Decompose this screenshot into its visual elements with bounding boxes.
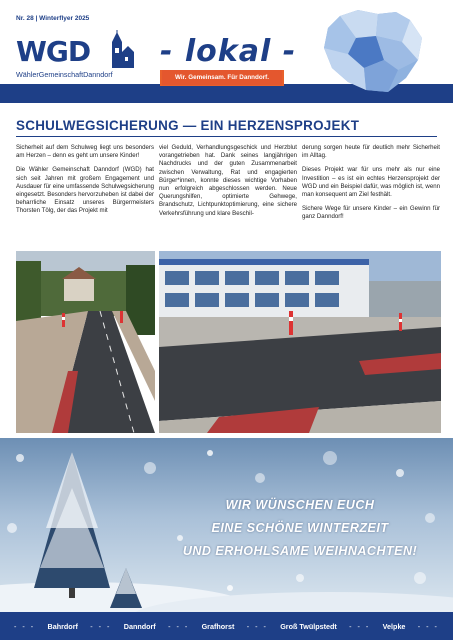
greeting-line-1: WIR WÜNSCHEN EUCH <box>225 498 375 512</box>
article-column-3 <box>302 144 440 228</box>
church-icon <box>100 30 136 70</box>
article-column-1 <box>16 144 154 222</box>
article-headline: SCHULWEGSICHERUNG — EIN HERZENSPROJEKT <box>16 118 360 133</box>
street-photo <box>16 251 155 433</box>
place-grafhorst: Grafhorst <box>201 621 235 631</box>
place-velpke: Velpke <box>382 621 406 631</box>
separator: - - - <box>246 621 268 631</box>
logo-wordmark: WGD <box>16 35 91 68</box>
logo-subtitle: WählerGemeinschaftDanndorf <box>16 70 113 79</box>
wgd-logo <box>16 30 136 85</box>
slogan: Wir. Gemeinsam. Für Danndorf. <box>162 70 282 85</box>
flyer-title: - lokal - <box>160 34 297 69</box>
place-danndorf: Danndorf <box>123 621 156 631</box>
paragraph: Dieses Projekt war für uns mehr als nur eine Investition – es ist ein echtes Herzensprojekt der WGD und ein Beispiel dafür, was möglich ist, wenn man konsequent am Ziel festhält. <box>302 166 440 199</box>
separator: - - - <box>349 621 371 631</box>
greeting-line-2: EINE SCHÖNE WINTERZEIT <box>211 521 389 535</box>
paragraph: Die Wähler Gemeinschaft Danndorf (WGD) hat sich seit Jahren mit großem Engagement und Ausdauer für eine umfassende Schulwegsicherung eingesetzt. Besonders hervorzuheben ist dabei der beharrliche Einsatz unseres Bürgermeisters Thorsten Tölg, der das Projekt mit <box>16 166 154 215</box>
separator: - - - <box>14 621 36 631</box>
separator: - - - <box>168 621 190 631</box>
footer-places <box>0 612 453 640</box>
greeting-line-3: UND ERHOHLSAME WEIHNACHTEN! <box>182 544 418 558</box>
paragraph: derung sorgen heute für deutlich mehr Sicherheit im Alltag. <box>302 144 440 160</box>
paragraph: Sicherheit auf dem Schulweg liegt uns besonders am Herzen – denn es geht um unsere Kinder! <box>16 144 154 160</box>
headline-divider <box>16 136 437 137</box>
issue-label: Nr. 28 | Winterflyer 2025 <box>16 15 90 22</box>
article-column-2 <box>159 144 297 224</box>
separator: - - - <box>90 621 112 631</box>
separator: - - - <box>417 621 439 631</box>
place-gross-twuelpstedt: Groß Twülpstedt <box>280 621 337 631</box>
place-bahrdorf: Bahrdorf <box>47 621 78 631</box>
region-map <box>318 8 426 96</box>
school-crossing-photo <box>159 251 441 433</box>
paragraph: Sichere Wege für unsere Kinder – ein Gewinn für ganz Danndorf! <box>302 205 440 221</box>
paragraph: viel Geduld, Verhandlungsgeschick und Herzblut vorangetrieben hat. Dank seines langjährigen Nachdrucks und der guten Zusammenarbeit zwischen Verwaltung, Rat und engagierten Bürger*innen, konnte dieses wichtige Vorhaben nun erfolgreich abgeschlossen werden. Neue Querungshilfen, optimierte Gehwege, Brandschutz, Lichtpunktoptimierung, eine sichere Verkehrsführung und klare Beschil- <box>159 144 297 217</box>
